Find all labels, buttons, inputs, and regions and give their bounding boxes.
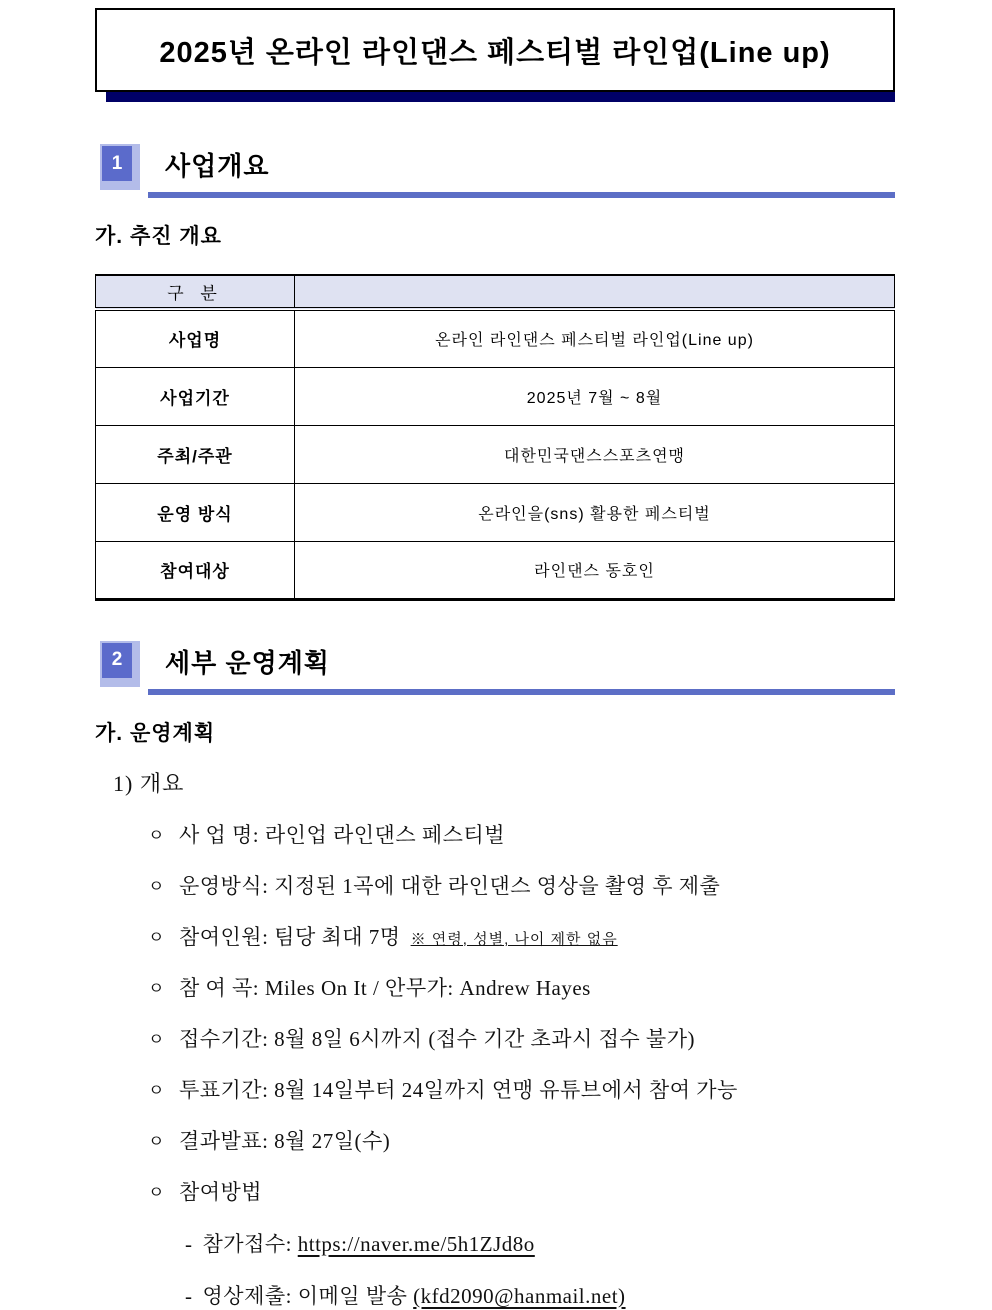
participants-restriction-note: ※ 연령, 성별, 나이 제한 없음 xyxy=(410,930,618,948)
section-1-title: 사업개요 xyxy=(165,151,270,181)
row-label-business-name: 사업명 xyxy=(96,309,295,367)
bullet-marker: ㅇ xyxy=(148,876,165,896)
section-2-number: 2 xyxy=(102,643,132,678)
table-row xyxy=(96,367,895,425)
page-title: 2025년 온라인 라인댄스 페스티벌 라인업(Line up) xyxy=(159,36,831,69)
bullet-marker: ㅇ xyxy=(148,1029,165,1049)
section-2-header xyxy=(95,641,895,703)
row-value-operation-method: 온라인을(sns) 활용한 페스티벌 xyxy=(295,483,895,541)
bullet-marker: ㅇ xyxy=(148,825,165,845)
sub-heading-promotion-overview: 가. 추진 개요 xyxy=(95,225,222,248)
bullet-text: 참여방법 xyxy=(178,1179,263,1204)
bullet-song xyxy=(148,972,895,1002)
bullet-registration-period xyxy=(148,1023,895,1053)
bullet-marker: ㅇ xyxy=(148,1182,165,1202)
bullet-participants xyxy=(148,921,895,951)
section-1-rule xyxy=(148,192,895,198)
plan-body xyxy=(95,767,895,1310)
bullet-marker: ㅇ xyxy=(148,1131,165,1151)
row-label-host: 주최/주관 xyxy=(96,425,295,483)
bullet-how-to-participate xyxy=(148,1176,895,1206)
row-label-target: 참여대상 xyxy=(160,562,230,581)
table-header-blank xyxy=(295,275,895,309)
bullet-result-announcement xyxy=(148,1125,895,1155)
bullet-text: 참 여 곡: Miles On It / 안무가: Andrew Hayes xyxy=(178,975,591,1000)
bullet-text: 운영방식: 지정된 1곡에 대한 라인댄스 영상을 촬영 후 제출 xyxy=(178,873,721,898)
bullet-text: 투표기간: 8월 14일부터 24일까지 연맹 유튜브에서 참여 가능 xyxy=(178,1077,738,1102)
table-row xyxy=(96,425,895,483)
dash-label: 영상제출: 이메일 발송 xyxy=(202,1283,414,1308)
registration-link[interactable]: https://naver.me/5h1ZJd8o xyxy=(297,1231,535,1256)
row-value-business-period: 2025년 7월 ~ 8월 xyxy=(295,367,895,425)
bullet-text: 사 업 명: 라인업 라인댄스 페스티벌 xyxy=(178,822,506,847)
row-value-business-name: 온라인 라인댄스 페스티벌 라인업(Line up) xyxy=(295,309,895,367)
overview-table xyxy=(95,274,895,601)
bullet-text: 결과발표: 8월 27일(수) xyxy=(178,1128,391,1153)
title-box xyxy=(95,8,895,92)
bullet-business-name xyxy=(148,819,895,849)
row-label-operation-method: 운영 방식 xyxy=(96,483,295,541)
section-2-number-badge xyxy=(100,641,140,687)
row-value-host: 대한민국댄스스포츠연맹 xyxy=(295,425,895,483)
submission-email-link[interactable]: (kfd2090@hanmail.net) xyxy=(413,1283,626,1308)
table-row xyxy=(96,309,895,367)
dash-item-video-submission xyxy=(185,1280,895,1310)
row-label-business-period: 사업기간 xyxy=(96,367,295,425)
row-value-target: 라인댄스 동호인 xyxy=(295,541,895,599)
bullet-text: 접수기간: 8월 8일 6시까지 (접수 기간 초과시 접수 불가) xyxy=(178,1026,695,1051)
dash-marker: - xyxy=(185,1283,193,1308)
table-row xyxy=(96,483,895,541)
table-header-row xyxy=(96,275,895,309)
section-1-header xyxy=(95,144,895,206)
section-2-rule xyxy=(148,689,895,695)
section-1-number-badge xyxy=(100,144,140,190)
bullet-text: 참여인원: 팀당 최대 7명 xyxy=(178,924,401,949)
sub-heading-operation-plan: 가. 운영계획 xyxy=(95,721,216,745)
section-2-title: 세부 운영계획 xyxy=(165,647,330,678)
dash-label: 참가접수: xyxy=(202,1231,298,1256)
table-row xyxy=(96,541,895,599)
bullet-voting-period xyxy=(148,1074,895,1104)
numbered-item-overview: 1) 개요 xyxy=(113,770,185,796)
table-header-category: 구 분 xyxy=(96,275,295,309)
bullet-marker: ㅇ xyxy=(148,927,165,947)
bullet-marker: ㅇ xyxy=(148,1080,165,1100)
bullet-operation-method xyxy=(148,870,895,900)
bullet-marker: ㅇ xyxy=(148,978,165,998)
dash-marker: - xyxy=(185,1231,193,1256)
dash-item-registration xyxy=(185,1228,895,1258)
section-1-number: 1 xyxy=(102,146,132,181)
